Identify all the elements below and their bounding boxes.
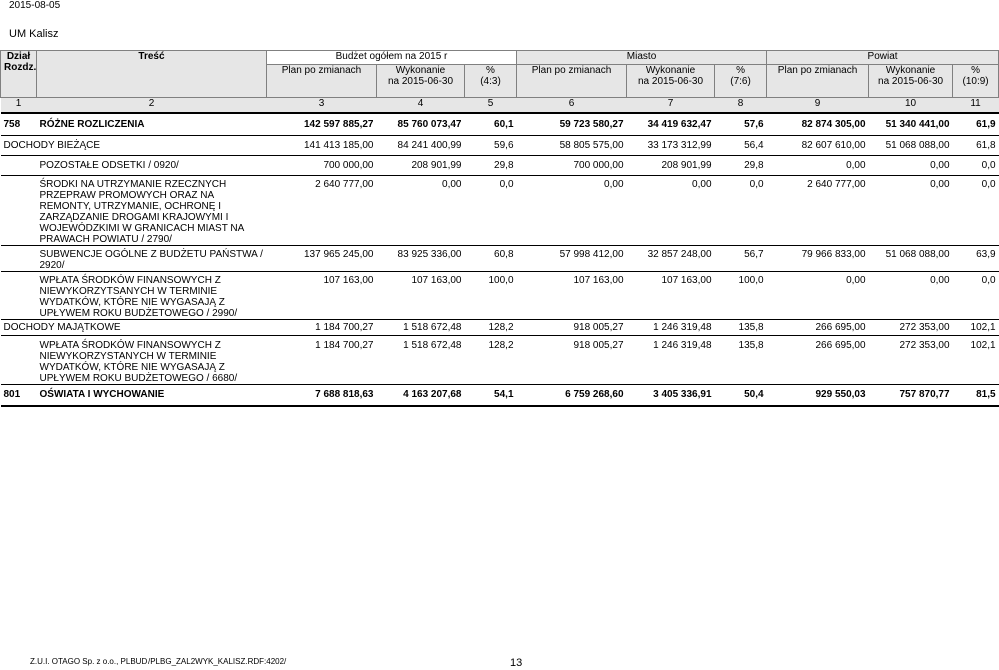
header-plan-budzet: Plan po zmianach [267, 65, 377, 98]
page-number: 13 [510, 657, 523, 669]
table-row [1, 155, 999, 175]
cell: 0,0 [953, 271, 999, 319]
cell: 128,2 [465, 319, 517, 335]
row-name: POZOSTAŁE ODSETKI / 0920/ [37, 155, 267, 175]
cell: 29,8 [715, 155, 767, 175]
cell: 266 695,00 [767, 335, 869, 384]
cell: 50,4 [715, 384, 767, 406]
cell: 61,9 [976, 118, 996, 130]
cell: 757 870,77 [869, 384, 953, 406]
col-number: 8 [715, 98, 767, 114]
cell: 700 000,00 [267, 155, 377, 175]
header-budzet: Budżet ogółem na 2015 r [267, 51, 517, 65]
row-name: SUBWENCJE OGÓLNE Z BUDŻETU PAŃSTWA / 2920/ [37, 245, 267, 271]
col-number: 2 [37, 98, 267, 114]
cell: 2 640 777,00 [267, 175, 377, 245]
cell: 272 353,00 [869, 319, 953, 335]
cell: 51 068 088,00 [869, 135, 953, 155]
cell: 29,8 [465, 155, 517, 175]
cell: 61,8 [953, 135, 999, 155]
cell: 84 241 400,99 [377, 135, 465, 155]
cell: 56,7 [715, 245, 767, 271]
cell: 0,0 [465, 175, 517, 245]
cell: 85 760 073,47 [397, 118, 462, 130]
cell: 54,1 [465, 384, 517, 406]
cell: 272 353,00 [869, 335, 953, 384]
cell: 100,0 [465, 271, 517, 319]
col-number: 9 [767, 98, 869, 114]
col-number: 7 [627, 98, 715, 114]
table-row [1, 319, 999, 335]
row-name: DOCHODY MAJĄTKOWE [1, 319, 267, 335]
cell: 7 688 818,63 [267, 384, 377, 406]
cell: 0,0 [715, 175, 767, 245]
cell: 142 597 885,27 [303, 118, 374, 130]
cell: 208 901,99 [377, 155, 465, 175]
cell: 137 965 245,00 [267, 245, 377, 271]
cell: 56,4 [715, 135, 767, 155]
unit-name: UM Kalisz [9, 28, 59, 40]
cell: 0,00 [767, 271, 869, 319]
cell: 82 607 610,00 [767, 135, 869, 155]
cell: 0,00 [869, 175, 953, 245]
cell: 1 184 700,27 [267, 335, 377, 384]
cell: 208 901,99 [627, 155, 715, 175]
cell: 0,00 [377, 175, 465, 245]
row-name: OŚWIATA I WYCHOWANIE [37, 384, 267, 406]
cell: 107 163,00 [377, 271, 465, 319]
table-row [1, 335, 999, 384]
cell: 60,1 [494, 118, 514, 130]
col-number: 3 [267, 98, 377, 114]
cell: 51 068 088,00 [869, 245, 953, 271]
cell: 107 163,00 [517, 271, 627, 319]
cell: 128,2 [465, 335, 517, 384]
header-wyk-budzet: Wykonanie na 2015-06-30 [377, 65, 465, 98]
row-code: 801 [1, 384, 37, 406]
cell: 0,00 [627, 175, 715, 245]
header-wyk-miasto: Wykonanie na 2015-06-30 [627, 65, 715, 98]
cell: 57,6 [744, 118, 764, 130]
row-code: 758 [3, 118, 21, 130]
cell: 63,9 [953, 245, 999, 271]
table-row [1, 384, 999, 406]
cell: 1 246 319,48 [627, 319, 715, 335]
cell: 83 925 336,00 [377, 245, 465, 271]
header-pct-powiat: % (10:9) [953, 65, 999, 98]
cell: 135,8 [715, 335, 767, 384]
cell: 4 163 207,68 [377, 384, 465, 406]
cell: 1 518 672,48 [377, 335, 465, 384]
cell: 0,0 [953, 175, 999, 245]
cell: 929 550,03 [767, 384, 869, 406]
header-pct-budzet: % (4:3) [465, 65, 517, 98]
header-tresc: Treść [37, 51, 267, 98]
cell: 700 000,00 [517, 155, 627, 175]
cell: 0,00 [517, 175, 627, 245]
table-row [1, 175, 999, 245]
cell: 1 518 672,48 [377, 319, 465, 335]
header-powiat: Powiat [767, 51, 999, 65]
cell: 0,00 [767, 155, 869, 175]
col-number: 11 [953, 98, 999, 114]
cell: 3 405 336,91 [627, 384, 715, 406]
cell: 51 340 441,00 [885, 118, 950, 130]
row-name: ŚRODKI NA UTRZYMANIE RZECZNYCH PRZEPRAW PROMOWYCH ORAZ NA REMONTY, UTRZYMANIE, OCHRONĘ I ZARZĄDZANIE DROGAMI KRAJOWYMI I WOJEWÓDZKIMI W GRANICACH MIAST NA PRAWACH POWIATU / 2790/ [37, 175, 267, 245]
header-wyk-powiat: Wykonanie na 2015-06-30 [869, 65, 953, 98]
header-plan-miasto: Plan po zmianach [517, 65, 627, 98]
cell: 918 005,27 [517, 335, 627, 384]
cell: 918 005,27 [517, 319, 627, 335]
cell: 1 184 700,27 [267, 319, 377, 335]
table-row [1, 113, 999, 135]
cell: 2 640 777,00 [767, 175, 869, 245]
cell: 79 966 833,00 [767, 245, 869, 271]
row-name: DOCHODY BIEŻĄCE [1, 135, 267, 155]
table-row [1, 271, 999, 319]
cell: 33 173 312,99 [627, 135, 715, 155]
cell: 135,8 [715, 319, 767, 335]
col-number: 4 [377, 98, 465, 114]
budget-table [0, 50, 999, 407]
table-row [1, 135, 999, 155]
cell: 107 163,00 [627, 271, 715, 319]
cell: 100,0 [715, 271, 767, 319]
table-row [1, 245, 999, 271]
cell: 0,00 [869, 271, 953, 319]
cell: 102,1 [953, 335, 999, 384]
cell: 107 163,00 [267, 271, 377, 319]
col-number: 6 [517, 98, 627, 114]
col-number: 1 [1, 98, 37, 114]
cell: 32 857 248,00 [627, 245, 715, 271]
cell: 0,0 [953, 155, 999, 175]
header-dzial: Dział Rozdz. [1, 51, 37, 98]
footer-report: /PLBG_ZAL2WYK_KALISZ.RDF:4202/ [148, 657, 287, 666]
cell: 58 805 575,00 [517, 135, 627, 155]
cell: 59 723 580,27 [559, 118, 624, 130]
row-name: WPŁATA ŚRODKÓW FINANSOWYCH Z NIEWYKORZYTSANYCH W TERMINIE WYDATKÓW, KTÓRE NIE WYGASAJĄ Z UPŁYWEM ROKU BUDŻETOWEGO / 2990/ [37, 271, 267, 319]
row-name: WPŁATA ŚRODKÓW FINANSOWYCH Z NIEWYKORZYSTANYCH W TERMINIE WYDATKÓW, KTÓRE NIE WYGASAJĄ Z UPŁYWEM ROKU BUDŻETOWEGO / 6680/ [37, 335, 267, 384]
cell: 6 759 268,60 [517, 384, 627, 406]
cell: 0,00 [869, 155, 953, 175]
cell: 81,5 [953, 384, 999, 406]
header-pct-miasto: % (7:6) [715, 65, 767, 98]
col-number: 5 [465, 98, 517, 114]
cell: 141 413 185,00 [267, 135, 377, 155]
cell: 266 695,00 [767, 319, 869, 335]
footer-company: Z.U.I. OTAGO Sp. z o.o., PLBUD [30, 657, 148, 666]
cell: 60,8 [465, 245, 517, 271]
header-miasto: Miasto [517, 51, 767, 65]
col-number: 10 [869, 98, 953, 114]
report-date: 2015-08-05 [9, 0, 61, 11]
cell: 1 246 319,48 [627, 335, 715, 384]
cell: 57 998 412,00 [517, 245, 627, 271]
cell: 82 874 305,00 [801, 118, 866, 130]
cell: 34 419 632,47 [647, 118, 712, 130]
cell: 59,6 [465, 135, 517, 155]
header-plan-powiat: Plan po zmianach [767, 65, 869, 98]
row-name: RÓŻNE ROZLICZENIA [39, 118, 145, 130]
cell: 102,1 [953, 319, 999, 335]
